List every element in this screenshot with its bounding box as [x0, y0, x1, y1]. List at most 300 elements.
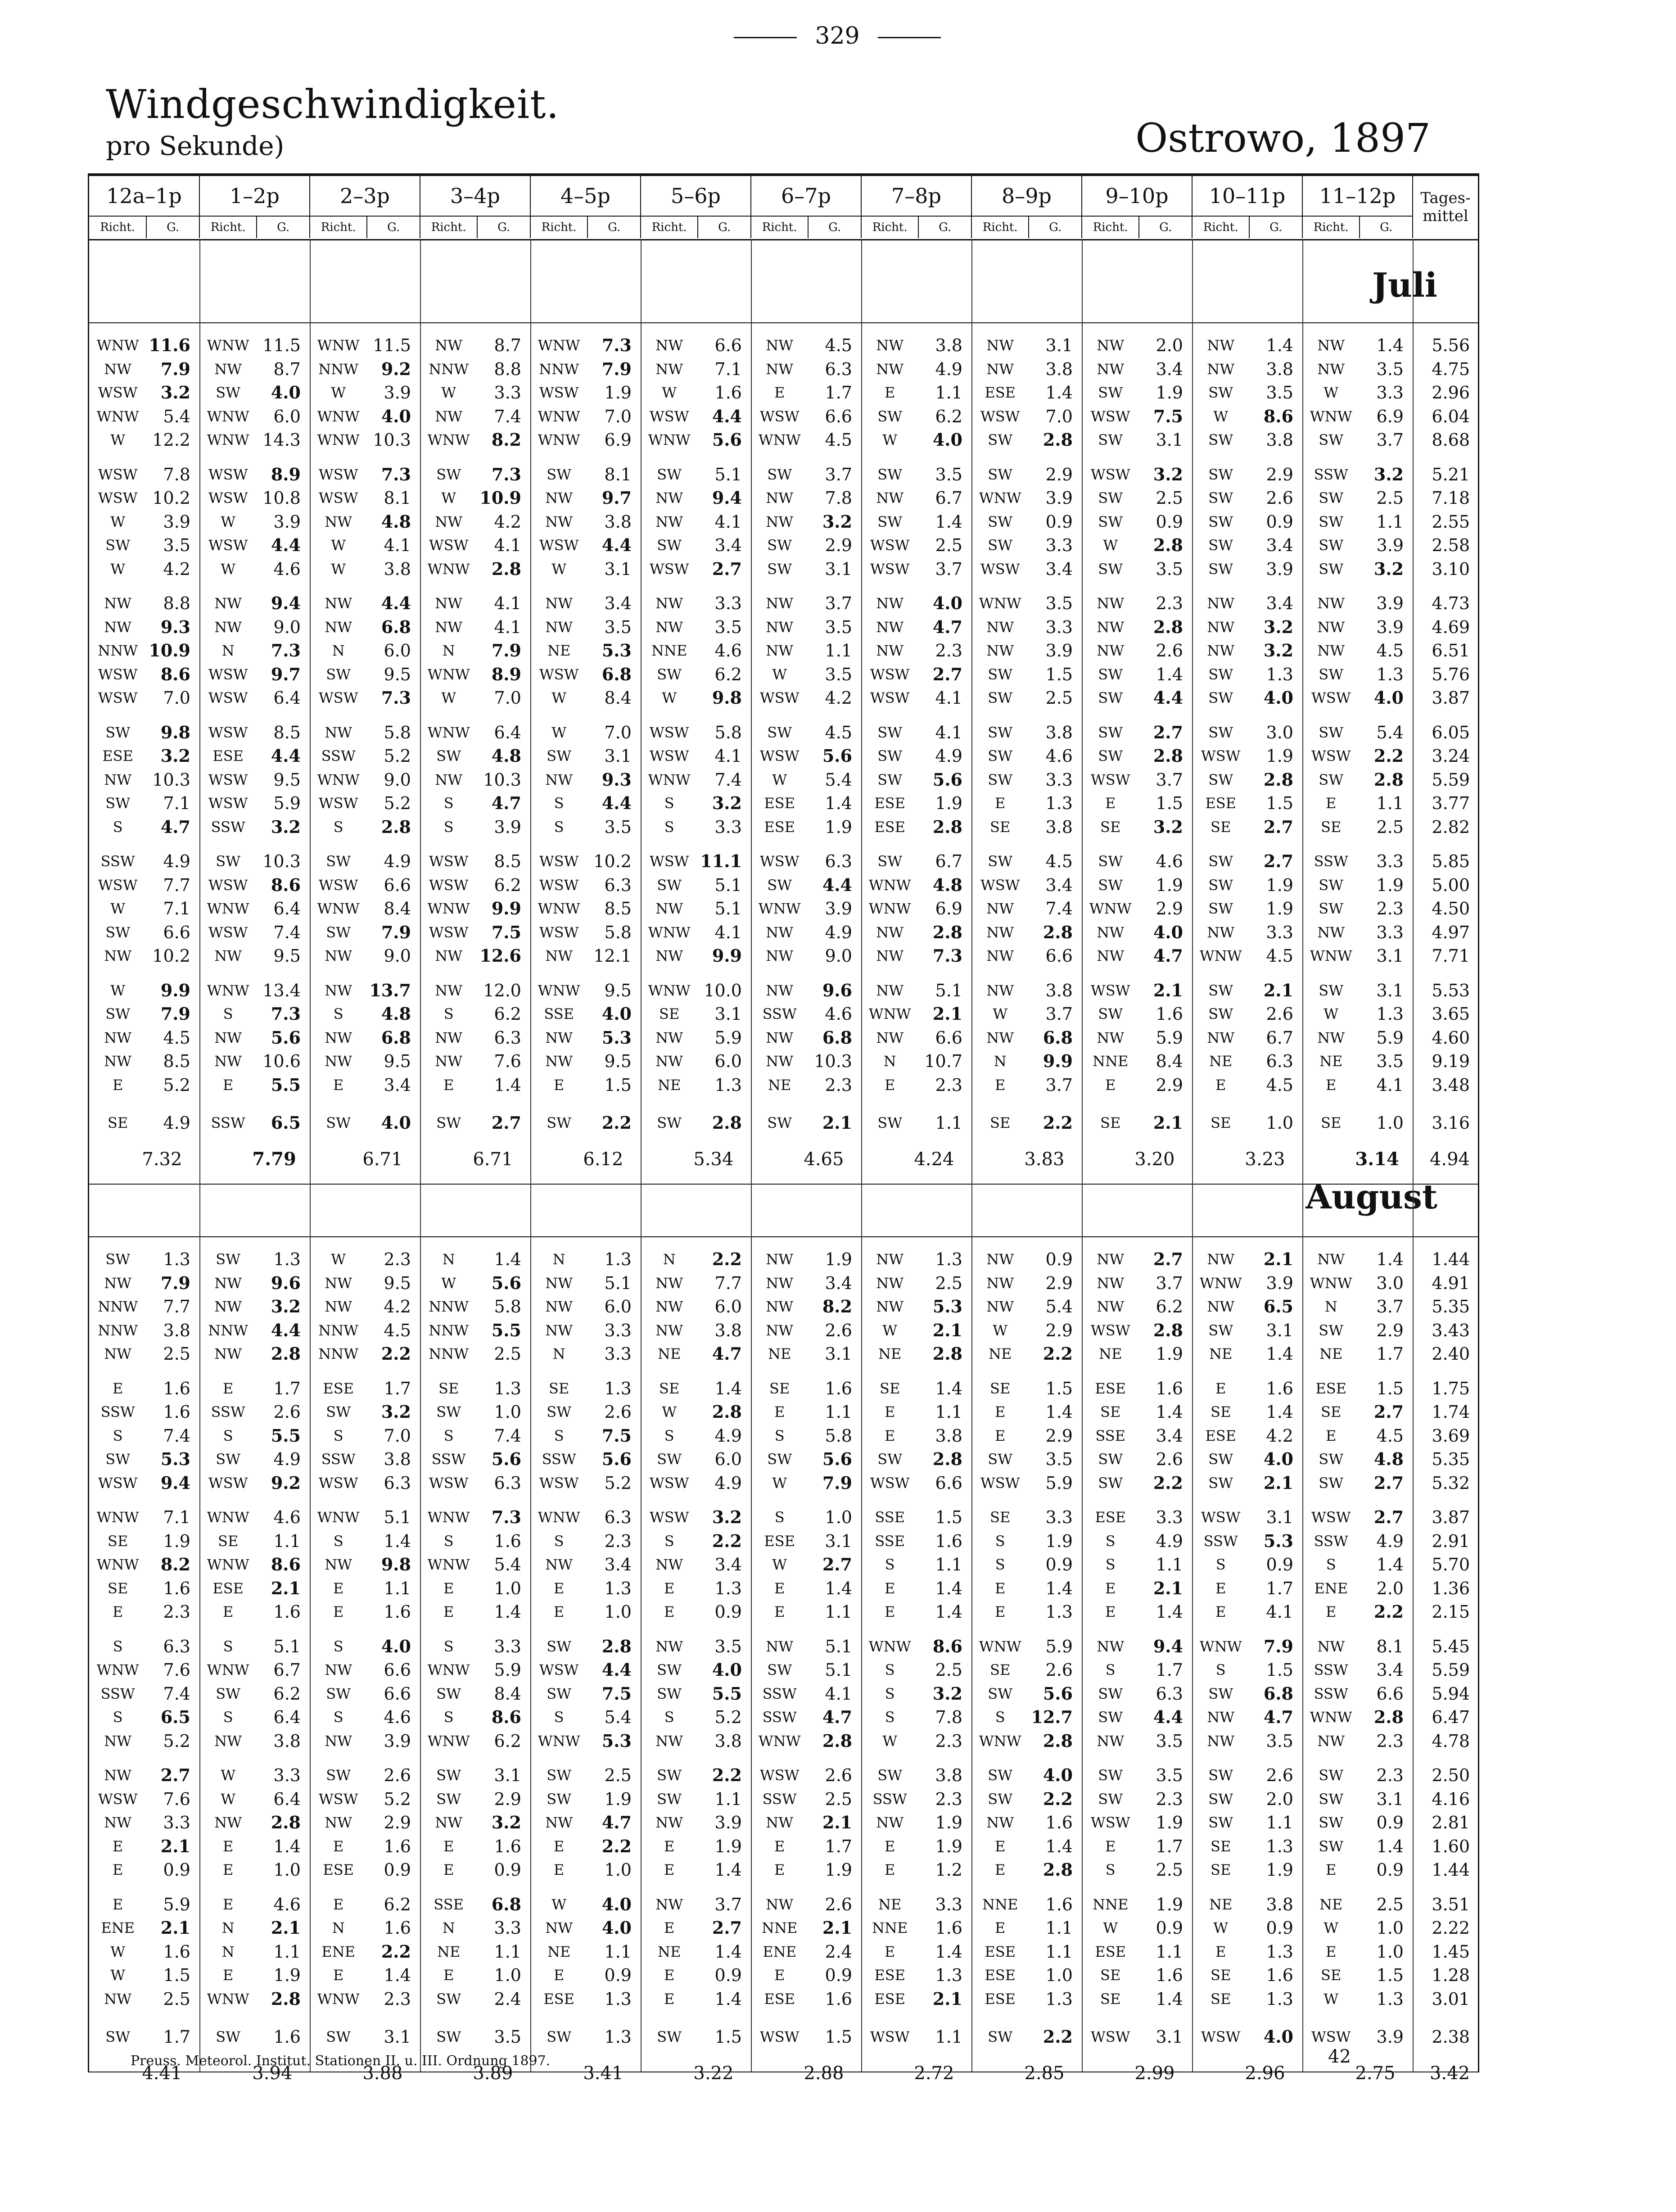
wind-direction: W — [551, 689, 567, 706]
wind-direction: WSW — [1201, 2028, 1241, 2045]
wind-direction: NW — [104, 1053, 132, 1070]
wind-speed: 3.8 — [163, 1321, 190, 1340]
wind-speed: 6.3 — [604, 1508, 632, 1527]
wind-speed: 2.1 — [160, 1837, 190, 1856]
wind-speed: 4.4 — [601, 794, 632, 813]
wind-speed: 6.8 — [491, 1895, 521, 1914]
wind-speed: 3.9 — [714, 1813, 742, 1832]
wind-speed: 3.2 — [1263, 641, 1293, 660]
table-row — [89, 688, 1478, 707]
wind-direction: E — [223, 1603, 234, 1620]
wind-direction: SW — [1208, 466, 1233, 483]
speed-subheader: G. — [146, 216, 199, 238]
wind-speed: 13.4 — [262, 981, 301, 1000]
wind-speed: 7.1 — [163, 1508, 190, 1527]
wind-speed: 5.5 — [271, 1075, 301, 1095]
wind-speed: 4.7 — [160, 817, 190, 837]
table-row — [89, 1895, 1478, 1914]
wind-speed: 1.1 — [1156, 1555, 1183, 1574]
wind-speed: 1.3 — [1376, 665, 1404, 684]
wind-direction: NW — [655, 1638, 683, 1655]
wind-speed: 4.0 — [1043, 1766, 1073, 1785]
wind-direction: WNW — [538, 982, 580, 999]
wind-speed: 6.7 — [1266, 1028, 1293, 1047]
table-row — [89, 1990, 1478, 2008]
daily-mean: 9.19 — [1432, 1052, 1470, 1071]
wind-speed: 1.0 — [825, 1508, 852, 1527]
wind-direction: S — [995, 1556, 1005, 1573]
wind-speed: 2.7 — [1153, 723, 1183, 742]
wind-speed: 6.8 — [822, 1028, 852, 1047]
wind-direction: NW — [986, 900, 1014, 917]
wind-speed: 11.1 — [700, 852, 742, 871]
wind-speed: 1.0 — [494, 1402, 521, 1421]
direction-subheader: Richt. — [420, 216, 477, 238]
wind-direction: WNW — [1310, 1274, 1352, 1292]
speed-subheader: G. — [1139, 216, 1192, 238]
wind-direction: NW — [766, 1298, 794, 1315]
wind-direction: SW — [436, 1685, 461, 1702]
wind-direction: SE — [1211, 1837, 1231, 1855]
wind-speed: 2.8 — [822, 1731, 852, 1751]
wind-speed: 3.3 — [1045, 617, 1073, 637]
wind-direction: NW — [435, 407, 463, 425]
wind-direction: SW — [1208, 1451, 1233, 1468]
wind-direction: W — [110, 560, 126, 578]
wind-direction: SW — [657, 1767, 682, 1784]
wind-direction: WSW — [1201, 1509, 1241, 1526]
wind-direction: W — [882, 431, 898, 448]
wind-direction: NW — [986, 947, 1014, 964]
wind-speed: 2.3 — [163, 1602, 190, 1621]
wind-speed: 5.2 — [384, 1789, 411, 1809]
table-row — [89, 1113, 1478, 1132]
wind-direction: E — [885, 1403, 895, 1420]
period-mean: 2.75 — [1355, 2063, 1396, 2083]
wind-speed: 6.3 — [825, 852, 852, 871]
wind-direction: SW — [877, 1451, 903, 1468]
wind-direction: WSW — [98, 876, 138, 894]
wind-direction: NW — [104, 947, 132, 964]
wind-speed: 1.3 — [1266, 1837, 1293, 1856]
wind-speed: 3.3 — [1266, 923, 1293, 942]
wind-direction: W — [1213, 407, 1229, 425]
wind-direction: E — [554, 1837, 565, 1855]
wind-direction: SW — [1319, 1474, 1344, 1492]
wind-direction: SW — [657, 1451, 682, 1468]
wind-direction: E — [223, 1895, 234, 1913]
wind-speed: 1.6 — [384, 1918, 411, 1937]
wind-speed: 3.3 — [935, 1895, 962, 1914]
wind-speed: 2.2 — [1373, 1602, 1404, 1621]
wind-direction: SW — [1319, 982, 1344, 999]
wind-speed: 9.6 — [271, 1273, 301, 1293]
daily-mean: 4.50 — [1432, 899, 1470, 918]
wind-speed: 5.6 — [491, 1450, 521, 1469]
wind-direction: E — [774, 1967, 785, 1984]
wind-speed: 2.8 — [932, 1450, 962, 1469]
wind-direction: S — [333, 1532, 343, 1550]
wind-direction: WSW — [208, 537, 248, 554]
wind-speed: 2.8 — [491, 559, 521, 579]
wind-direction: NNW — [539, 360, 579, 378]
wind-speed: 4.6 — [273, 1895, 301, 1914]
wind-direction: E — [885, 1943, 895, 1960]
wind-speed: 7.1 — [163, 794, 190, 813]
wind-speed: 3.2 — [381, 1402, 411, 1421]
wind-speed: 3.2 — [1153, 465, 1183, 484]
wind-speed: 3.9 — [1266, 559, 1293, 579]
wind-speed: 12.2 — [152, 430, 190, 449]
wind-speed: 3.4 — [1156, 359, 1183, 379]
wind-speed: 1.1 — [714, 1789, 742, 1809]
wind-direction: WSW — [649, 747, 689, 764]
wind-direction: ESE — [764, 1532, 795, 1550]
wind-direction: NW — [1097, 947, 1125, 964]
period-mean: 3.20 — [1134, 1149, 1175, 1169]
wind-speed: 2.8 — [1043, 923, 1073, 942]
wind-speed: 5.9 — [163, 1895, 190, 1914]
wind-direction: S — [443, 1532, 454, 1550]
wind-direction: NE — [878, 1345, 902, 1362]
wind-speed: 2.8 — [1043, 430, 1073, 449]
wind-speed: 5.3 — [160, 1450, 190, 1469]
daily-mean: 3.51 — [1432, 1895, 1470, 1914]
wind-speed: 3.4 — [714, 536, 742, 555]
wind-direction: E — [664, 1861, 675, 1878]
wind-direction: NW — [435, 982, 463, 999]
wind-direction: E — [1326, 1603, 1337, 1620]
wind-speed: 7.9 — [160, 1273, 190, 1293]
period-mean: 2.99 — [1134, 2063, 1175, 2083]
wind-speed: 2.7 — [1153, 1250, 1183, 1269]
wind-speed: 3.7 — [1156, 770, 1183, 789]
wind-direction: ESE — [323, 1380, 354, 1397]
wind-speed: 1.0 — [1045, 1966, 1073, 1985]
wind-direction: E — [774, 1403, 785, 1420]
period-mean: 7.32 — [142, 1149, 182, 1169]
wind-speed: 5.5 — [491, 1321, 521, 1340]
table-row — [89, 818, 1478, 837]
wind-direction: N — [994, 1053, 1007, 1070]
wind-direction: WSW — [208, 724, 248, 741]
wind-direction: SW — [988, 1685, 1013, 1702]
wind-speed: 4.4 — [271, 1321, 301, 1340]
wind-speed: 2.2 — [712, 1531, 742, 1551]
wind-direction: S — [1215, 1556, 1226, 1573]
wind-direction: NW — [655, 360, 683, 378]
wind-speed: 1.3 — [604, 1250, 632, 1269]
wind-speed: 3.9 — [1376, 2027, 1404, 2046]
table-row — [89, 2027, 1478, 2046]
wind-direction: W — [331, 537, 346, 554]
wind-speed: 3.2 — [160, 383, 190, 402]
wind-direction: SW — [1208, 1767, 1233, 1784]
wind-speed: 8.4 — [1156, 1052, 1183, 1071]
wind-direction: WSW — [208, 923, 248, 941]
wind-direction: W — [1103, 537, 1118, 554]
wind-direction: WNW — [427, 431, 470, 448]
daily-mean: 4.69 — [1432, 617, 1470, 637]
wind-direction: SSW — [762, 1685, 797, 1702]
daily-mean: 5.94 — [1432, 1684, 1470, 1703]
wind-direction: SW — [1208, 724, 1233, 741]
wind-direction: WSW — [539, 537, 579, 554]
daily-mean: 3.16 — [1432, 1113, 1470, 1132]
wind-speed: 4.6 — [273, 1508, 301, 1527]
table-row — [89, 1004, 1478, 1023]
wind-speed: 1.9 — [1266, 899, 1293, 918]
wind-direction: ESE — [1095, 1509, 1126, 1526]
wind-direction: N — [552, 1251, 565, 1268]
wind-speed: 1.4 — [935, 1579, 962, 1598]
wind-speed: 1.9 — [935, 1837, 962, 1856]
wind-speed-table — [88, 173, 1479, 2083]
wind-direction: E — [995, 1603, 1006, 1620]
wind-speed: 2.5 — [1376, 1895, 1404, 1914]
wind-direction: W — [551, 1895, 567, 1913]
wind-direction: NW — [1207, 360, 1235, 378]
wind-direction: N — [221, 1943, 235, 1960]
wind-direction: N — [552, 1345, 565, 1362]
wind-speed: 1.3 — [714, 1579, 742, 1598]
wind-speed: 2.3 — [1376, 1766, 1404, 1785]
wind-direction: NW — [1097, 595, 1125, 612]
footer-note: Preuss. Meteorol. Institut. Stationen II. u. III. Ordnung 1897. — [131, 2053, 551, 2069]
wind-direction: WNW — [317, 1509, 360, 1526]
wind-speed: 1.7 — [1156, 1837, 1183, 1856]
wind-direction: E — [554, 1076, 565, 1094]
wind-speed: 4.8 — [1373, 1450, 1404, 1469]
wind-direction: SW — [1098, 876, 1123, 894]
wind-direction: E — [995, 795, 1006, 812]
wind-speed: 3.7 — [1045, 1075, 1073, 1095]
table-row — [89, 489, 1478, 507]
wind-speed: 4.1 — [494, 536, 521, 555]
wind-speed: 4.9 — [163, 1113, 190, 1132]
wind-direction: W — [110, 982, 126, 999]
wind-direction: S — [1326, 1556, 1336, 1573]
period-header: 2–3p — [310, 176, 420, 216]
column-rule — [1082, 239, 1083, 2072]
wind-speed: 8.5 — [273, 723, 301, 742]
wind-speed: 8.2 — [491, 430, 521, 449]
wind-speed: 6.6 — [825, 407, 852, 426]
wind-direction: NW — [655, 1895, 683, 1913]
wind-speed: 4.8 — [932, 875, 962, 895]
wind-direction: SE — [108, 1532, 128, 1550]
wind-direction: NW — [986, 1814, 1014, 1831]
wind-direction: SW — [767, 1661, 792, 1678]
wind-direction: E — [664, 1919, 675, 1936]
wind-speed: 2.5 — [163, 1344, 190, 1363]
daily-mean: 5.35 — [1432, 1297, 1470, 1316]
period-header: 10–11p — [1192, 176, 1302, 216]
wind-direction: NW — [655, 1732, 683, 1750]
wind-speed: 3.9 — [1266, 1273, 1293, 1293]
wind-direction: NW — [876, 1298, 904, 1315]
wind-speed: 4.8 — [381, 1004, 411, 1023]
wind-direction: SW — [1098, 747, 1123, 764]
wind-direction: WNW — [1310, 407, 1352, 425]
wind-direction: SW — [767, 1451, 792, 1468]
daily-mean: 5.21 — [1432, 465, 1470, 484]
wind-speed: 1.1 — [935, 1402, 962, 1421]
wind-direction: NW — [1207, 642, 1235, 659]
wind-direction: N — [221, 1919, 235, 1936]
wind-speed: 10.7 — [924, 1052, 962, 1071]
wind-speed: 2.8 — [932, 923, 962, 942]
wind-speed: 5.1 — [935, 981, 962, 1000]
wind-speed: 0.9 — [714, 1966, 742, 1985]
wind-direction: W — [221, 513, 236, 530]
wind-speed: 1.9 — [1156, 1344, 1183, 1363]
wind-speed: 8.6 — [271, 1555, 301, 1574]
wind-speed: 1.4 — [714, 1989, 742, 2008]
wind-speed: 0.9 — [1266, 1555, 1293, 1574]
wind-direction: SW — [1208, 1790, 1233, 1808]
wind-direction: WSW — [318, 876, 358, 894]
wind-speed: 6.7 — [273, 1660, 301, 1679]
wind-direction: SW — [105, 1005, 131, 1022]
wind-direction: NW — [876, 923, 904, 941]
wind-speed: 6.6 — [935, 1028, 962, 1047]
table-row — [89, 430, 1478, 449]
wind-speed: 4.4 — [822, 875, 852, 895]
wind-direction: E — [1215, 1579, 1226, 1597]
wind-speed: 5.4 — [825, 770, 852, 789]
wind-direction: S — [995, 1532, 1005, 1550]
wind-direction: NW — [435, 947, 463, 964]
wind-direction: NW — [766, 1029, 794, 1046]
table-row — [89, 1942, 1478, 1961]
wind-direction: NW — [986, 923, 1014, 941]
wind-speed: 2.5 — [935, 1660, 962, 1679]
wind-speed: 2.7 — [491, 1113, 521, 1132]
wind-direction: SW — [1319, 900, 1344, 917]
wind-direction: NW — [545, 1029, 573, 1046]
wind-direction: SE — [1321, 1403, 1342, 1420]
wind-direction: E — [1326, 1427, 1337, 1444]
wind-speed: 0.9 — [1045, 1555, 1073, 1574]
wind-speed: 4.7 — [1263, 1708, 1293, 1727]
wind-speed: 2.1 — [822, 1813, 852, 1832]
daily-mean: 6.47 — [1432, 1708, 1470, 1727]
wind-direction: SW — [1319, 513, 1344, 530]
wind-direction: W — [662, 1403, 677, 1420]
wind-speed: 1.4 — [935, 1379, 962, 1398]
wind-direction: WSW — [318, 489, 358, 507]
wind-speed: 3.1 — [1156, 2027, 1183, 2046]
wind-speed: 1.5 — [604, 1075, 632, 1095]
wind-direction: N — [332, 1919, 345, 1936]
daily-mean: 1.75 — [1432, 1379, 1470, 1398]
wind-direction: SW — [988, 689, 1013, 706]
wind-speed: 3.3 — [273, 1766, 301, 1785]
wind-direction: S — [333, 1709, 343, 1726]
wind-direction: SW — [1319, 724, 1344, 741]
table-row — [89, 876, 1478, 895]
table-row — [89, 1344, 1478, 1363]
wind-speed: 12.6 — [479, 946, 521, 965]
wind-speed: 1.9 — [1156, 875, 1183, 895]
wind-speed: 9.9 — [491, 899, 521, 918]
wind-direction: NE — [1319, 1895, 1343, 1913]
wind-direction: NW — [766, 982, 794, 999]
wind-direction: S — [554, 818, 564, 836]
wind-speed: 5.3 — [932, 1297, 962, 1316]
wind-speed: 8.6 — [491, 1708, 521, 1727]
wind-speed: 4.9 — [714, 1473, 742, 1493]
wind-direction: NW — [1317, 923, 1345, 941]
wind-direction: NW — [104, 618, 132, 636]
wind-speed: 0.9 — [1156, 1918, 1183, 1937]
wind-speed: 3.9 — [1045, 489, 1073, 507]
wind-direction: E — [995, 1403, 1006, 1420]
wind-direction: ESE — [1095, 1380, 1126, 1397]
wind-direction: WSW — [318, 1474, 358, 1492]
daily-mean: 5.56 — [1432, 336, 1470, 355]
wind-speed: 1.4 — [1376, 1555, 1404, 1574]
wind-speed: 3.5 — [1266, 1731, 1293, 1751]
wind-direction: SW — [326, 2028, 351, 2045]
wind-direction: ESE — [764, 795, 795, 812]
wind-direction: NW — [655, 489, 683, 507]
wind-direction: S — [443, 1709, 454, 1726]
wind-speed: 7.8 — [825, 489, 852, 507]
wind-direction: NW — [545, 1053, 573, 1070]
wind-direction: E — [885, 1579, 895, 1597]
wind-direction: WNW — [1199, 1274, 1242, 1292]
wind-speed: 1.9 — [935, 794, 962, 813]
wind-speed: 9.4 — [712, 489, 742, 507]
wind-speed: 2.9 — [1045, 465, 1073, 484]
wind-direction: SW — [326, 1767, 351, 1784]
wind-speed: 2.1 — [822, 1918, 852, 1937]
wind-direction: SE — [880, 1380, 900, 1397]
wind-speed: 3.9 — [1376, 617, 1404, 637]
wind-speed: 7.9 — [491, 641, 521, 660]
wind-direction: WNW — [758, 1732, 801, 1750]
wind-direction: SSE — [434, 1895, 464, 1913]
wind-speed: 7.3 — [932, 946, 962, 965]
column-rule — [420, 239, 421, 2072]
wind-speed: 10.8 — [262, 489, 301, 507]
page-title: Windgeschwindigkeit. — [106, 81, 560, 127]
wind-speed: 6.2 — [1156, 1297, 1183, 1316]
wind-direction: SW — [877, 513, 903, 530]
wind-direction: NW — [766, 1251, 794, 1268]
wind-direction: NNW — [318, 1321, 359, 1339]
direction-subheader: Richt. — [530, 216, 587, 238]
wind-direction: W — [1324, 1005, 1339, 1022]
wind-speed: 2.8 — [932, 1344, 962, 1363]
wind-direction: NW — [1207, 923, 1235, 941]
wind-speed: 1.4 — [1156, 1602, 1183, 1621]
wind-direction: WNW — [427, 665, 470, 683]
wind-direction: SW — [1319, 1814, 1344, 1831]
wind-direction: SW — [216, 853, 241, 870]
wind-direction: W — [993, 1321, 1008, 1339]
wind-speed: 6.4 — [273, 1789, 301, 1809]
wind-speed: 2.5 — [1376, 817, 1404, 837]
wind-speed: 4.4 — [601, 1660, 632, 1679]
wind-direction: NW — [214, 1029, 242, 1046]
wind-speed: 1.6 — [273, 2027, 301, 2046]
wind-speed: 2.5 — [935, 536, 962, 555]
wind-direction: WSW — [98, 665, 138, 683]
daily-mean: 1.36 — [1432, 1579, 1470, 1598]
